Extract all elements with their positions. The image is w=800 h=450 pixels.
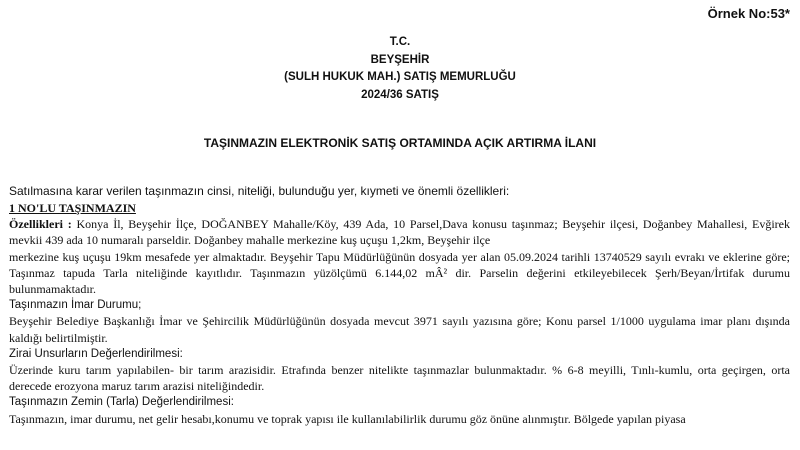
sample-number: Örnek No:53* <box>707 6 790 21</box>
section-title: 1 NO'LU TAŞINMAZIN <box>9 201 136 215</box>
location-paragraph: merkezine kuş uçuşu 19km mesafede yer almaktadır. Beyşehir Tapu Müdürlüğünün dosyada yer alan 05.09.2024 tarihli 13740529 sayılı evrakı ve eklerine göre; Taşınmaz tapuda Tarla niteliğinde kayıtlıdır. Taşınmazın yüzölçümü 6.144,02 mÂ² dir. Parselin değerini etkileyebilecek Şerh/Beyan/İrtifak durumu bulunmamaktadır. <box>9 249 790 297</box>
intro-text: Satılmasına karar verilen taşınmazın cinsi, niteliği, bulunduğu yer, kıymeti ve önemli özellikleri: <box>9 184 510 198</box>
agri-paragraph: Üzerinde kuru tarım yapılabilen- bir tarım arazisidir. Etrafında benzer nitelikte taşınmazlar bulunmaktadır. % 6-8 meyilli, Tınlı-kumlu, orta geçirgen, orta derecede erozyona maruz tarım arazisi niteliğindedir. <box>9 363 790 394</box>
header-district: BEYŞEHİR <box>370 53 430 66</box>
header-office: (SULH HUKUK MAH.) SATIŞ MEMURLUĞU <box>284 71 516 83</box>
features-paragraph <box>9 216 790 248</box>
document-title: TAŞINMAZIN ELEKTRONİK SATIŞ ORTAMINDA AÇIK ARTIRMA İLANI <box>203 136 597 150</box>
zoning-heading: Taşınmazın İmar Durumu; <box>9 299 142 312</box>
ground-paragraph: Taşınmazın, imar durumu, net gelir hesabı,konumu ve toprak yapısı ile kullanılabilirlik durumu göz önüne alınmıştır. Bölgede yapılan piyasa <box>9 411 686 426</box>
document-header <box>0 34 800 104</box>
header-tc: T.C. <box>389 36 411 48</box>
document-body <box>9 200 790 427</box>
zoning-paragraph: Beyşehir Belediye Başkanlığı İmar ve Şehircilik Müdürlüğünün dosyada mevcut 3971 sayılı yazısına göre; Konu parsel 1/1000 uygulama imar planı dışında kaldığı belirtilmiştir. <box>9 314 790 345</box>
features-text: Konya İl, Beyşehir İlçe, DOĞANBEY Mahalle/Köy, 439 Ada, 10 Parsel,Dava konusu taşınmaz; Beyşehir ilçesi, Doğanbey Mahallesi, Evğirek mevkii 439 ada 10 numaralı parseldir. Doğanbey mahalle merkezine kuş uçuşu 1,2km, Beyşehir ilçe <box>9 217 791 248</box>
header-case-number: 2024/36 SATIŞ <box>361 88 439 101</box>
ground-heading: Taşınmazın Zemin (Tarla) Değerlendirilmesi: <box>9 396 234 409</box>
features-label: Özellikleri : <box>9 217 72 232</box>
agri-heading: Zirai Unsurların Değerlendirilmesi: <box>9 347 183 360</box>
